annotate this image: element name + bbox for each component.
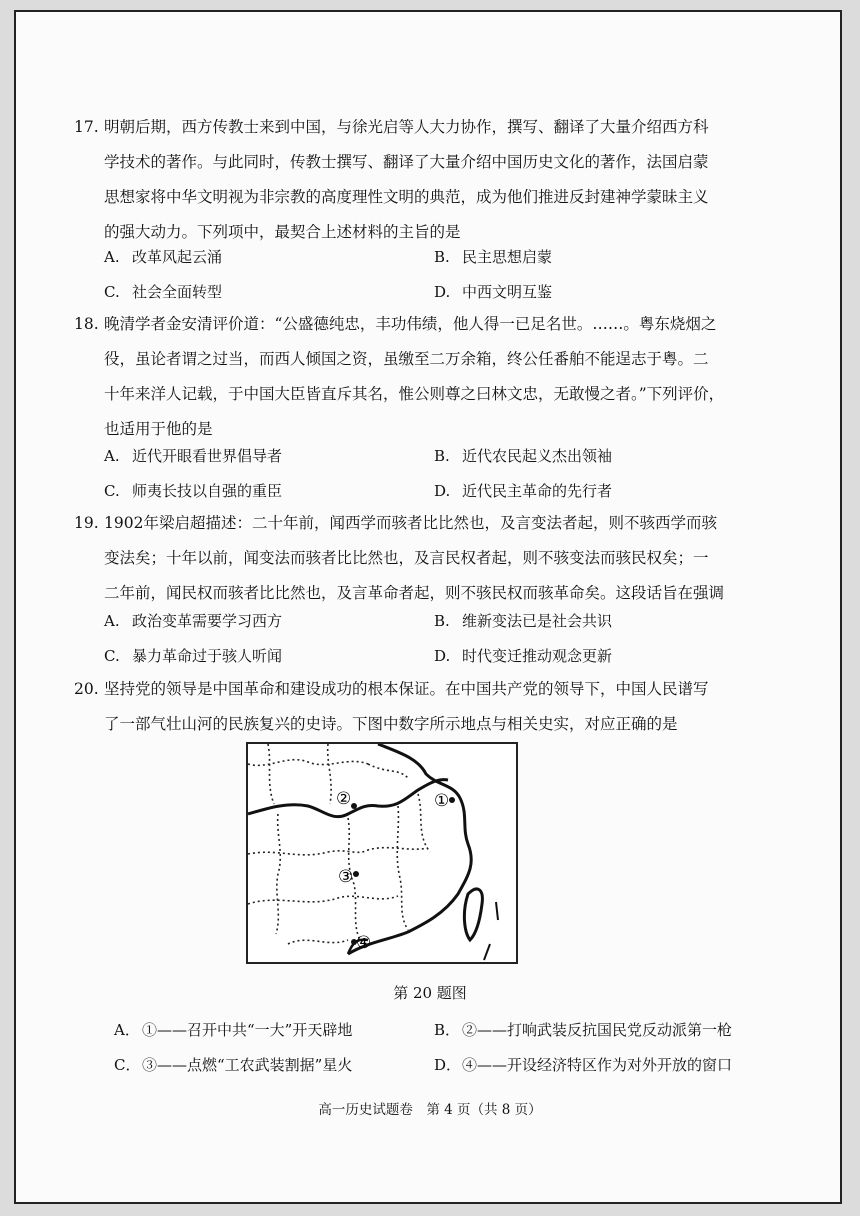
question-19 [74,506,774,611]
question-text-line: 二年前，闻民权而骇者比比然也，及言革命者起，则不骇民权而骇革命矣。这段话旨在强调 [104,584,725,602]
map-point-1 [449,797,455,803]
q17-option-d: D. 中西文明互鉴 [434,283,553,301]
question-17 [74,110,774,250]
question-text-line: 变法矣；十年以前，闻变法而骇者比比然也，及言民权者起，则不骇变法而骇民权矣；一 [104,549,709,567]
island-mark [496,902,498,920]
q20-option-a: A． ①——召开中共“一大”开天辟地 [114,1021,353,1039]
question-number: 17. [74,118,99,136]
question-text-line: 也适用于他的是 [104,420,213,438]
island-mark [484,944,490,960]
q18-option-b: B. 近代农民起义杰出领袖 [434,447,613,465]
question-number: 19. [74,514,99,532]
q18-option-a: A. 近代开眼看世界倡导者 [104,447,283,465]
q19-option-c: C. 暴力革命过于骇人听闻 [104,647,283,665]
map-marker-3: ③ [338,867,354,887]
map-marker-2: ② [336,789,352,809]
question-text-line: 明朝后期，西方传教士来到中国，与徐光启等人大力协作，撰写、翻译了大量介绍西方科 [104,118,709,136]
page-footer: 高一历史试题卷 第 4 页（共 8 页） [318,1102,542,1118]
figure-caption: 第 20 题图 [393,984,467,1002]
question-text-line: 晚清学者金安清评价道：“公盛德纯忠，丰功伟绩，他人得一已足名世。……。粤东烧烟之 [104,315,717,333]
province-boundaries [248,744,430,944]
map-point-2 [351,803,357,809]
q17-option-a: A. 改革风起云涌 [104,248,223,266]
q19-option-d: D. 时代变迁推动观念更新 [434,647,613,665]
question-text-line: 坚持党的领导是中国革命和建设成功的根本保证。在中国共产党的领导下，中国人民谱写 [104,680,709,698]
taiwan-island [464,889,482,940]
question-20 [74,672,774,742]
question-number: 18. [74,315,99,333]
q17-option-c: C. 社会全面转型 [104,283,223,301]
question-text-line: 1902年梁启超描述：二十年前，闻西学而骇者比比然也，及言变法者起，则不骇西学而骇 [104,514,717,532]
q19-option-b: B. 维新变法已是社会共识 [434,612,613,630]
map-point-3 [353,871,359,877]
question-number: 20. [74,680,99,698]
question-text-line: 十年来洋人记载，于中国大臣皆直斥其名，惟公则尊之曰林文忠，无敢慢之者。”下列评价， [104,385,725,403]
map-marker-4: ④ [356,933,372,953]
q20-option-b: B． ②——打响武装反抗国民党反动派第一枪 [434,1021,733,1039]
china-map-figure [246,742,518,964]
map-drawing [248,744,516,962]
q17-option-b: B. 民主思想启蒙 [434,248,553,266]
q20-option-d: D．④——开设经济特区作为对外开放的窗口 [434,1056,733,1074]
exam-page [14,10,842,1204]
question-text-line: 的强大动力。下列项中，最契合上述材料的主旨的是 [104,223,461,241]
question-text-line: 役，虽论者谓之过当，而西人倾国之资，虽缴至二万余箱，终公任番舶不能逞志于粤。二 [104,350,709,368]
q18-option-c: C. 师夷长技以自强的重臣 [104,482,283,500]
question-text-line: 了一部气壮山河的民族复兴的史诗。下图中数字所示地点与相关史实，对应正确的是 [104,715,678,733]
question-text-line: 思想家将中华文明视为非宗教的高度理性文明的典范，成为他们推进反封建神学蒙昧主义 [104,188,709,206]
map-marker-1: ① [434,791,450,811]
q20-option-c: C． ③——点燃“工农武装割据”星火 [114,1056,353,1074]
q19-option-a: A. 政治变革需要学习西方 [104,612,283,630]
question-text-line: 学技术的著作。与此同时，传教士撰写、翻译了大量介绍中国历史文化的著作，法国启蒙 [104,153,709,171]
q18-option-d: D. 近代民主革命的先行者 [434,482,613,500]
coastline [348,744,471,954]
question-18 [74,307,774,447]
